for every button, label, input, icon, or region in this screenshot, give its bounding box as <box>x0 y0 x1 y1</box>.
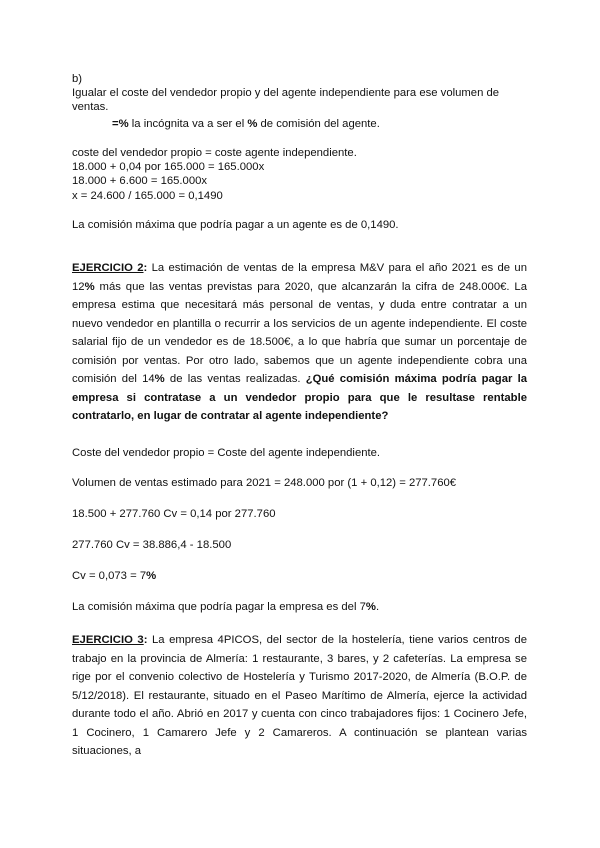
ejercicio-3-title: EJERCICIO 3 <box>72 634 144 646</box>
solution-line: 277.760 Cv = 38.886,4 - 18.500 <box>72 539 232 551</box>
ejercicio-2-title: EJERCICIO 2 <box>72 262 144 274</box>
ej2-conclusion <box>72 600 379 614</box>
ejercicio-3-paragraph <box>72 631 527 761</box>
conclusion-text: La comisión máxima que podría pagar la empresa es del 7 <box>72 601 366 613</box>
ej2-text-b: más que las ventas previstas para 2020, que alcanzarán la cifra de 248.000€. La empresa estima que necesitará más personal de ventas, y duda entre contratar a un nuevo vendedor en plantilla o recurrir a los servicios de un agente independiente. El coste salarial fijo de un vendedor es de 18.500€, a lo que habría que sumar un porcentaje de comisión por ventas. Por otro lado, sabemos que un agente independiente cobra una comisión del 14 <box>72 280 527 385</box>
ej2-question: ¿Qué comisión máxima podría pagar la empresa si contratase a un vendedor propio para que le resultase rentable contratarlo, en lugar de contratar al agente independiente? <box>72 373 528 422</box>
equation-line: 18.000 + 6.600 = 165.000x <box>72 175 208 187</box>
equation-line: coste del vendedor propio = coste agente independiente. <box>72 147 357 159</box>
part-b-conclusion: La comisión máxima que podría pagar a un agente es de 0,1490. <box>72 219 399 231</box>
ej2-text-a: La estimación de ventas de la empresa M&V para el año 2021 es de un 12 <box>72 262 527 293</box>
note-percent: % <box>247 118 258 130</box>
ej2-percent: % <box>154 373 165 385</box>
solution-line: Coste del vendedor propio = Coste del agente independiente. <box>72 447 381 459</box>
note-end: de comisión del agente. <box>257 118 380 130</box>
ej2-text-c: de las ventas realizadas. <box>164 373 306 385</box>
equation-line: 18.000 + 0,04 por 165.000 = 165.000x <box>72 161 265 173</box>
note-text: la incógnita va a ser el <box>128 118 248 130</box>
part-b-task-line1: Igualar el coste del vendedor propio y del agente independiente para ese volumen de <box>72 87 500 99</box>
solution-percent: % <box>146 570 157 582</box>
conclusion-percent: % <box>365 601 376 613</box>
solution-line: Volumen de ventas estimado para 2021 = 248.000 por (1 + 0,12) = 277.760€ <box>72 477 457 489</box>
equation-line: x = 24.600 / 165.000 = 0,1490 <box>72 190 223 202</box>
title-colon: : <box>143 634 148 646</box>
ej2-percent: % <box>84 280 95 293</box>
part-b-task-line2: ventas. <box>72 101 109 113</box>
solution-text: Cv = 0,073 = 7 <box>72 570 147 582</box>
part-b-note <box>112 117 380 131</box>
ej3-text: La empresa 4PICOS, del sector de la hostelería, tiene varios centros de trabajo en la provincia de Almería: 1 restaurante, 3 bares, y 2 cafeterías. La empresa se rige por el convenio colectivo de Hostelería y Turismo 2017-2020, de Almería (B.O.P. de 5/12/2018). El restaurante, situado en el Paseo Marítimo de Almería, ejerce la actividad durante todo el año. Abrió en 2017 y cuenta con cinco trabajadores fijos: 1 Cocinero Jefe, 1 Cocinero, 1 Camarero Jefe y 2 Camareros. A continuación se plantean varias situaciones, a <box>72 634 527 757</box>
part-b-label: b) <box>72 73 83 85</box>
ejercicio-2-paragraph <box>72 259 527 426</box>
solution-line <box>72 569 156 583</box>
note-symbol: =% <box>112 118 129 130</box>
title-colon: : <box>143 262 148 274</box>
conclusion-period: . <box>375 601 380 613</box>
solution-line: 18.500 + 277.760 Cv = 0,14 por 277.760 <box>72 508 276 520</box>
